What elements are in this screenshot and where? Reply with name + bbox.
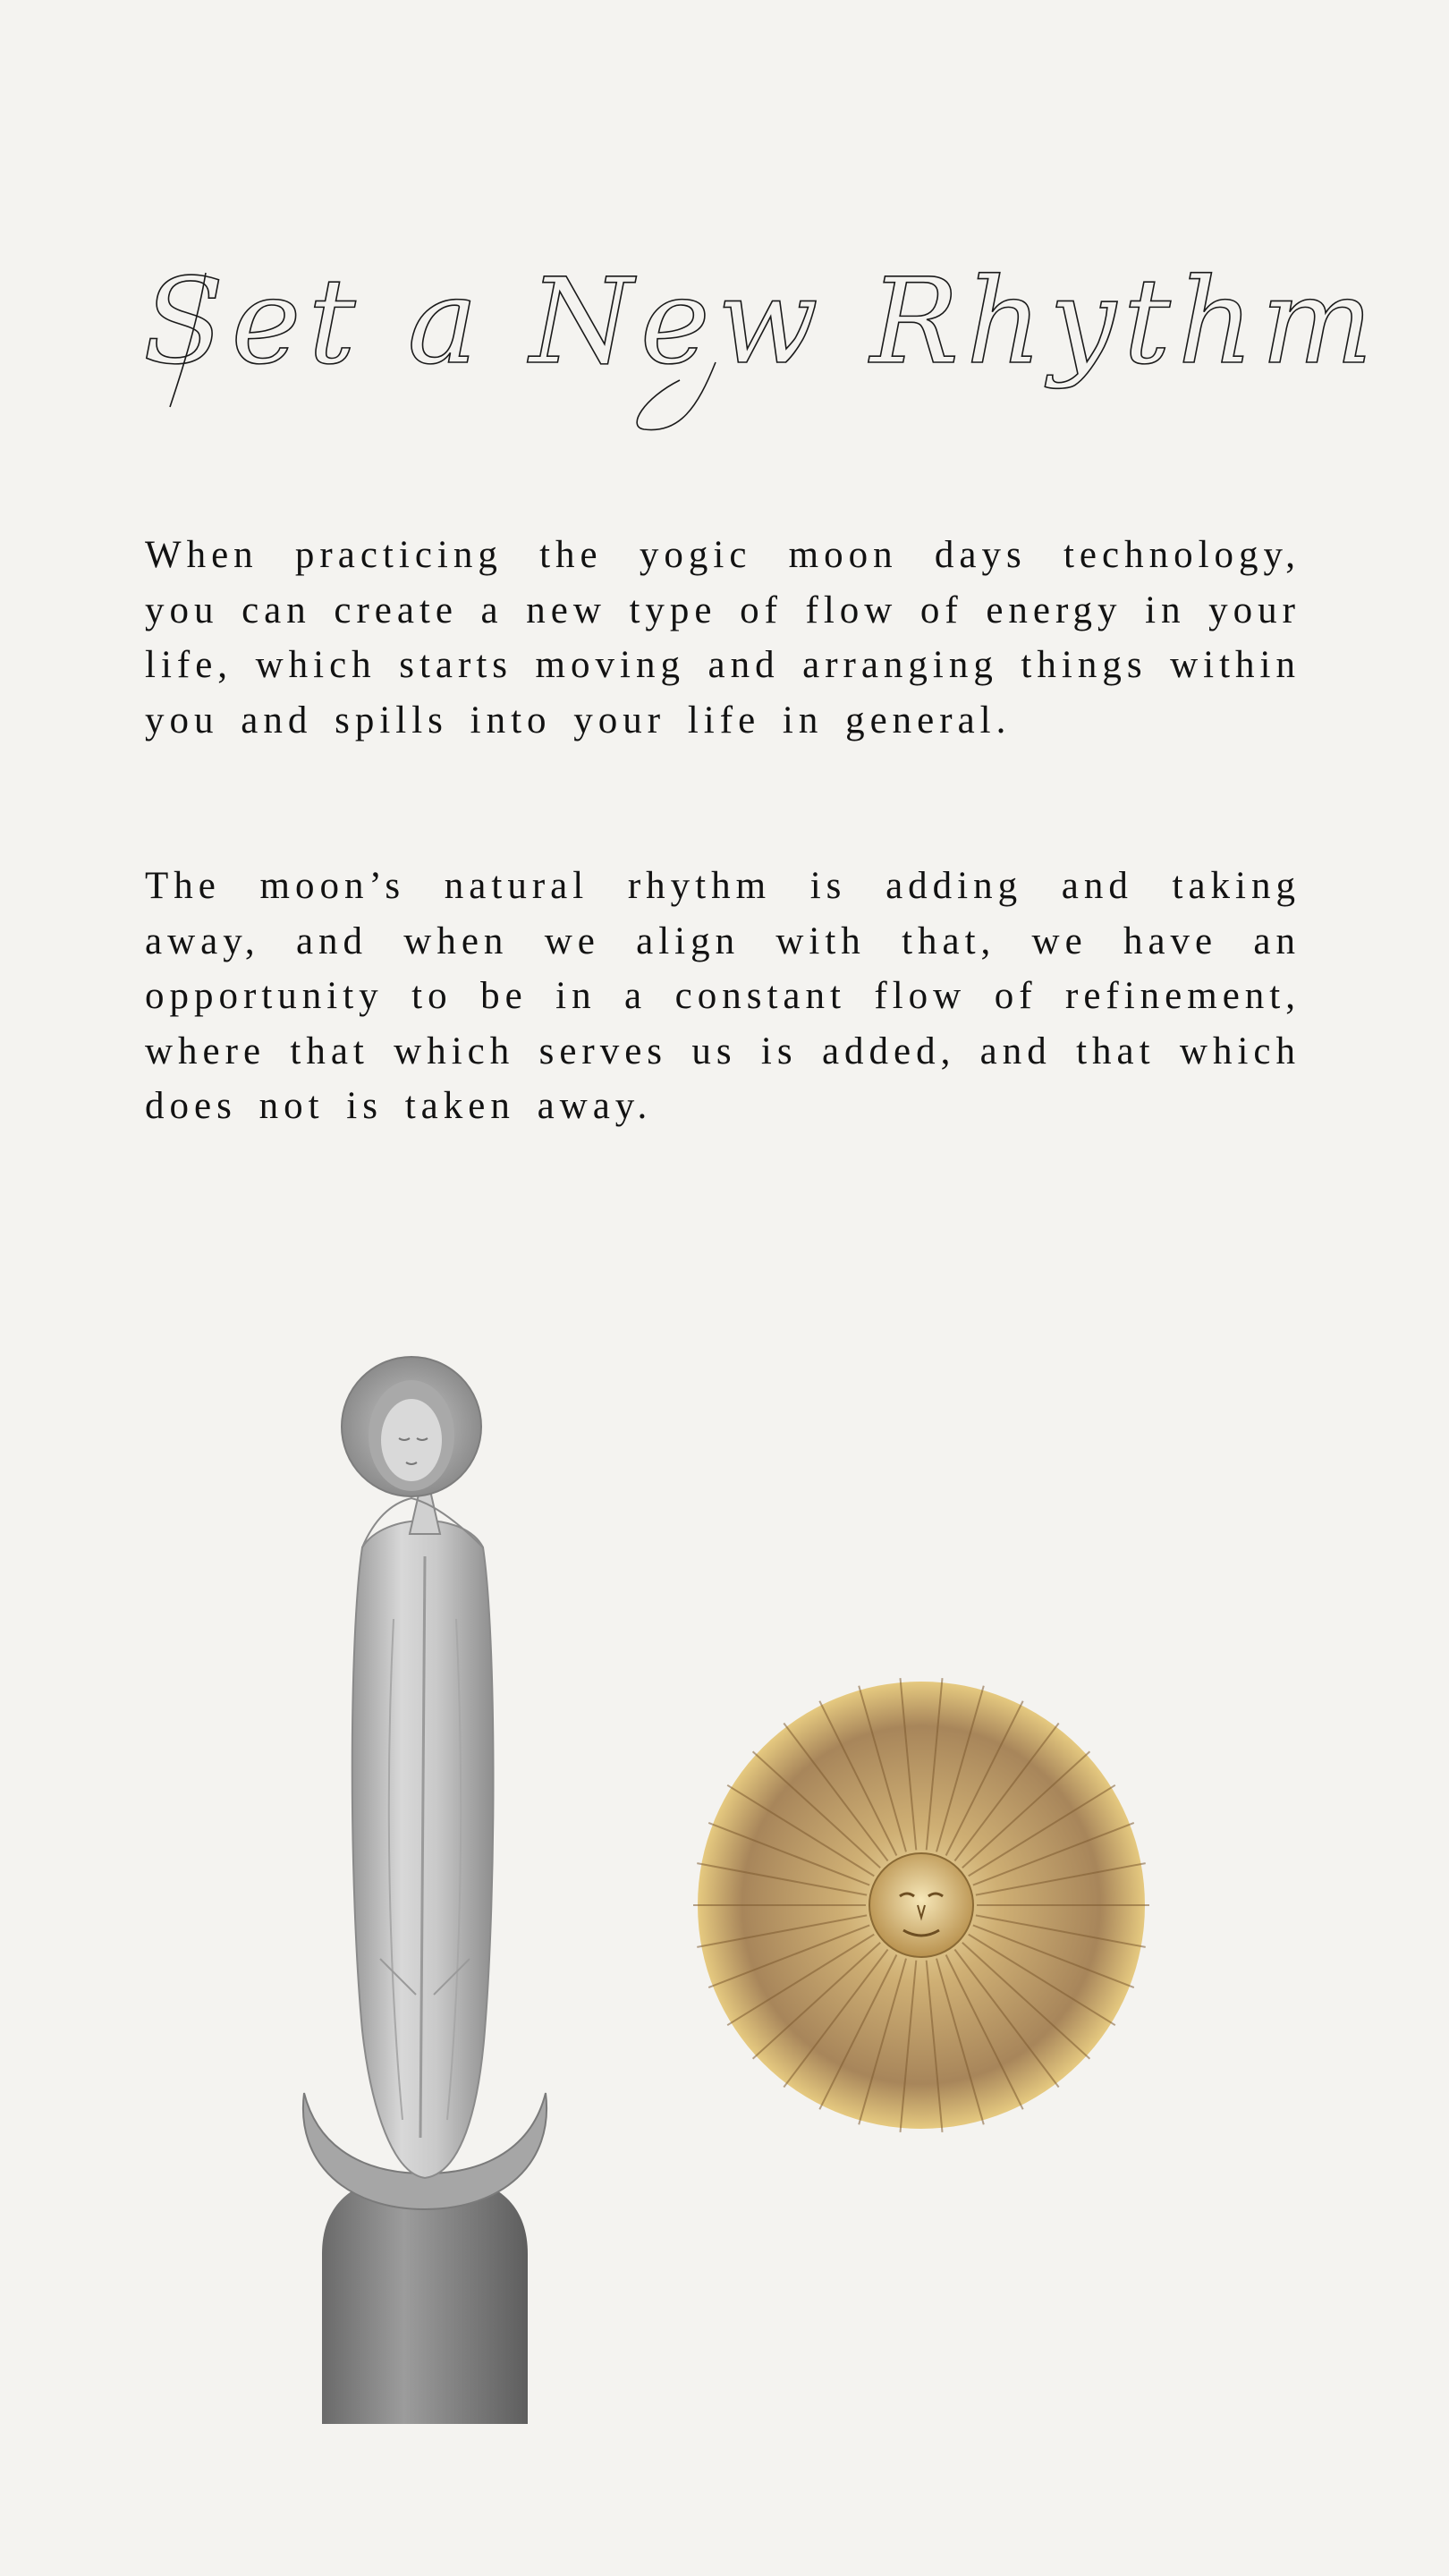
title-script-svg <box>143 253 1380 443</box>
rhythm-paragraph: The moon’s natural rhythm is adding and taking away, and when we align with that, we have an opportunity to be in a constant flow of refinement, where that which serves us is added, and that which does not is taken away. <box>145 865 1301 1127</box>
sun-bowl-icon <box>662 1646 1181 2165</box>
title-text: Set a New Rhythm <box>143 253 1380 391</box>
statue-image <box>295 1351 555 2433</box>
page-title <box>143 253 1380 443</box>
intro-paragraph: When practicing the yogic moon days technology, you can create a new type of flow of energy in your life, which starts moving and arranging things within you and spills into your life in general. <box>145 534 1301 741</box>
sun-bowl-image <box>662 1646 1181 2165</box>
statue-icon <box>295 1351 555 2433</box>
